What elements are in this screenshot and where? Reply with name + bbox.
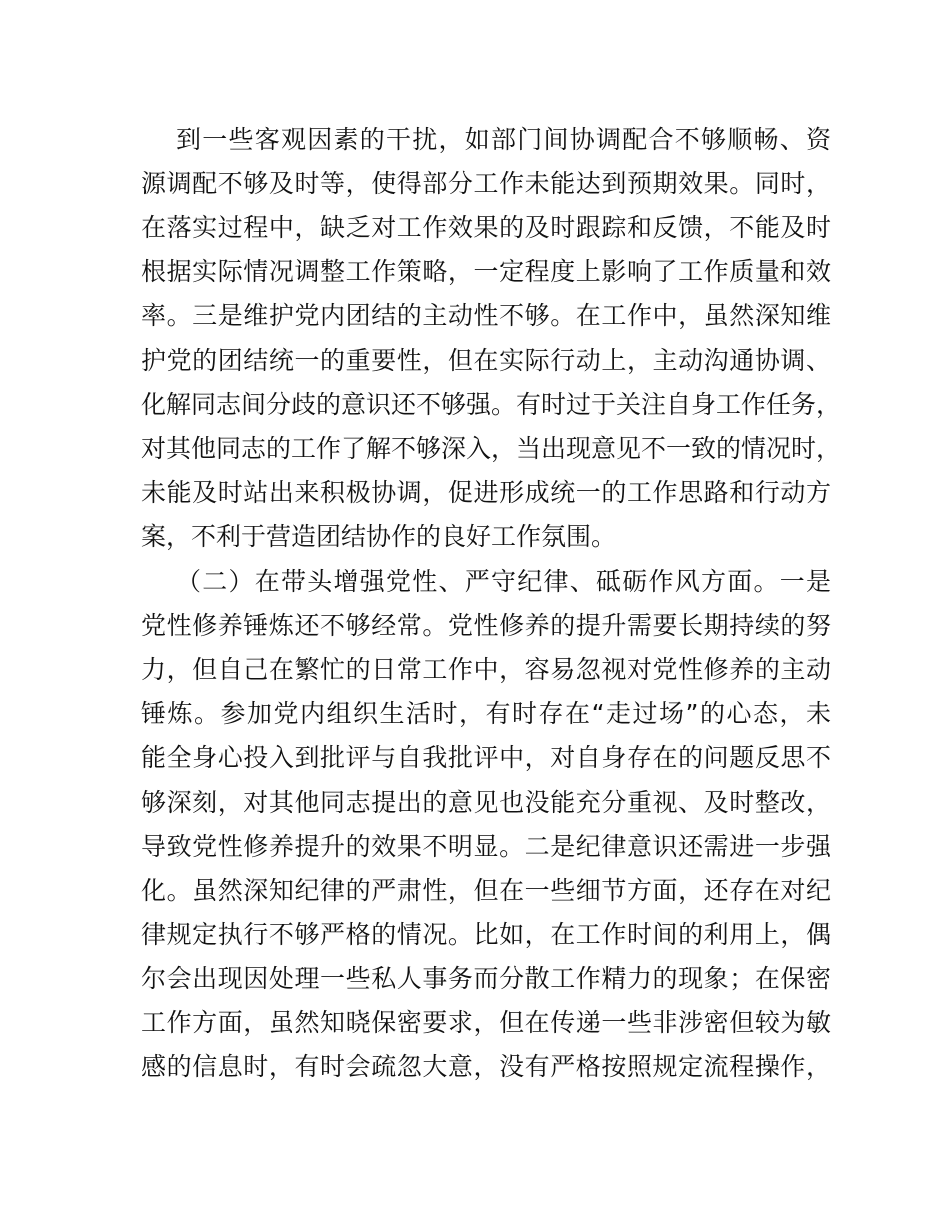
text-line: 导致党性修养提升的效果不明显。二是纪律意识还需进一步强: [141, 831, 831, 861]
text-line: 够深刻，对其他同志提出的意见也没能充分重视、及时整改，: [141, 787, 831, 817]
text-line: 党性修养锤炼还不够经常。党性修养的提升需要长期持续的努: [141, 611, 831, 641]
text-line: 锤炼。参加党内组织生活时，有时存在“走过场”的心态，未: [141, 699, 831, 729]
text-line: 工作方面，虽然知晓保密要求，但在传递一些非涉密但较为敏: [141, 1008, 831, 1037]
text-line: 律规定执行不够严格的情况。比如，在工作时间的利用上，偶: [141, 919, 831, 949]
text-line: 感的信息时，有时会疏忽大意，没有严格按照规定流程操作，: [141, 1052, 831, 1082]
text-line: 护党的团结统一的重要性，但在实际行动上，主动沟通协调、: [141, 345, 831, 375]
text-line: 化。虽然深知纪律的严肃性，但在一些细节方面，还存在对纪: [141, 875, 831, 905]
text-line: 化解同志间分歧的意识还不够强。有时过于关注自身工作任务，: [141, 389, 842, 419]
text-line: 到一些客观因素的干扰，如部门间协调配合不够顺畅、资: [176, 125, 831, 154]
text-line: 力，但自己在繁忙的日常工作中，容易忽视对党性修养的主动: [141, 655, 831, 685]
text-line: 率。三是维护党内团结的主动性不够。在工作中，虽然深知维: [141, 301, 831, 331]
text-line: 未能及时站出来积极协调，促进形成统一的工作思路和行动方: [141, 477, 831, 507]
text-line: 源调配不够及时等，使得部分工作未能达到预期效果。同时，: [141, 169, 831, 199]
text-line: 尔会出现因处理一些私人事务而分散工作精力的现象；在保密: [141, 963, 831, 993]
text-line: 案，不利于营造团结协作的良好工作氛围。: [141, 521, 617, 551]
text-line: 根据实际情况调整工作策略，一定程度上影响了工作质量和效: [141, 257, 831, 287]
text-line: 能全身心投入到批评与自我批评中，对自身存在的问题反思不: [141, 743, 831, 773]
text-line: （二）在带头增强党性、严守纪律、砥砺作风方面。一是: [176, 567, 831, 596]
text-line: 对其他同志的工作了解不够深入，当出现意见不一致的情况时，: [141, 433, 842, 463]
text-line: 在落实过程中，缺乏对工作效果的及时跟踪和反馈，不能及时: [141, 213, 831, 243]
